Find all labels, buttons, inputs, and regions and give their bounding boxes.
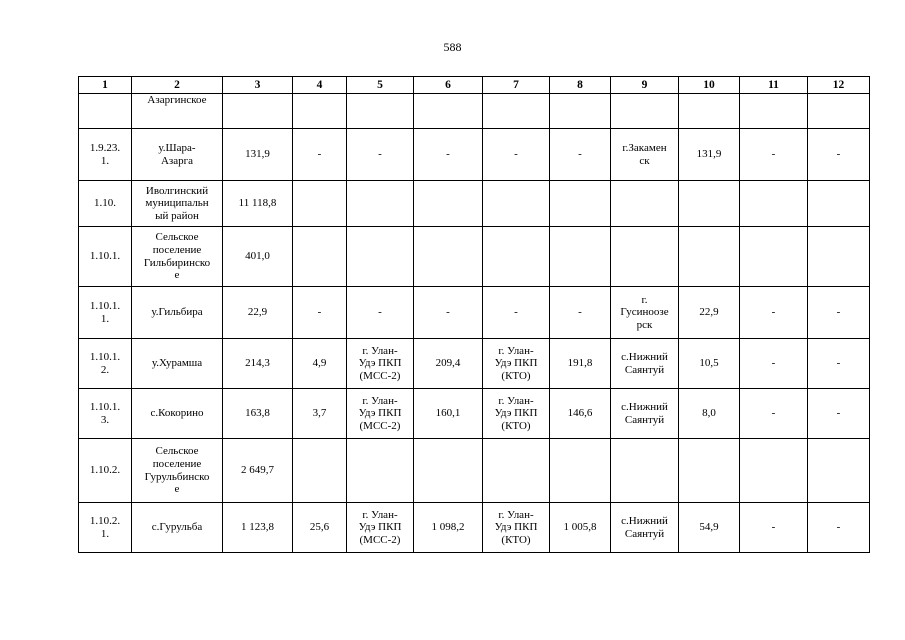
data-table xyxy=(78,76,870,553)
table-cell-col-12: - xyxy=(808,389,870,439)
table-cell-col-8: - xyxy=(550,129,611,181)
table-cell-col-5: - xyxy=(347,287,414,339)
table-cell-col-9 xyxy=(611,227,679,287)
table-cell-col-11: - xyxy=(740,339,808,389)
table-cell-col-11 xyxy=(740,227,808,287)
table-cell-col-12 xyxy=(808,439,870,503)
table-cell-col-4 xyxy=(293,227,347,287)
table-cell-col-6 xyxy=(414,181,483,227)
table-cell-col-1 xyxy=(79,94,132,129)
table-cell-col-2: Сельское поселение Гильбиринско е xyxy=(132,227,223,287)
table-cell-col-9: с.Нижний Саянтуй xyxy=(611,503,679,553)
table-cell-col-1: 1.10.1. xyxy=(79,227,132,287)
table-cell-col-1: 1.10.2. 1. xyxy=(79,503,132,553)
table-row xyxy=(79,389,870,439)
table-cell-col-8: 191,8 xyxy=(550,339,611,389)
table-cell-col-4 xyxy=(293,181,347,227)
col-header-8: 8 xyxy=(550,77,611,94)
table-cell-col-11: - xyxy=(740,389,808,439)
table-cell-col-8: 146,6 xyxy=(550,389,611,439)
table-row xyxy=(79,439,870,503)
table-cell-col-6: 1 098,2 xyxy=(414,503,483,553)
table-cell-col-12: - xyxy=(808,503,870,553)
table-row xyxy=(79,181,870,227)
table-cell-col-6: 209,4 xyxy=(414,339,483,389)
table-row xyxy=(79,287,870,339)
col-header-5: 5 xyxy=(347,77,414,94)
table-cell-col-2: у.Хурамша xyxy=(132,339,223,389)
table-cell-col-2: с.Кокорино xyxy=(132,389,223,439)
table-cell-col-8 xyxy=(550,227,611,287)
table-cell-col-4: - xyxy=(293,129,347,181)
table-row xyxy=(79,129,870,181)
table-cell-col-3: 1 123,8 xyxy=(223,503,293,553)
table-cell-col-12: - xyxy=(808,339,870,389)
table-cell-col-7: г. Улан- Удэ ПКП (КТО) xyxy=(483,339,550,389)
table-cell-col-5 xyxy=(347,94,414,129)
table-cell-col-7: - xyxy=(483,287,550,339)
table-cell-col-8: 1 005,8 xyxy=(550,503,611,553)
table-cell-col-6 xyxy=(414,227,483,287)
table-cell-col-3: 163,8 xyxy=(223,389,293,439)
table-cell-col-2: у.Шара- Азарга xyxy=(132,129,223,181)
table-cell-col-6 xyxy=(414,94,483,129)
table-cell-col-9: с.Нижний Саянтуй xyxy=(611,389,679,439)
table-cell-col-10 xyxy=(679,227,740,287)
table-cell-col-11: - xyxy=(740,129,808,181)
col-header-1: 1 xyxy=(79,77,132,94)
table-cell-col-7 xyxy=(483,439,550,503)
table-cell-col-2: с.Гурульба xyxy=(132,503,223,553)
table-cell-col-4 xyxy=(293,94,347,129)
table-cell-col-7: г. Улан- Удэ ПКП (КТО) xyxy=(483,503,550,553)
col-header-2: 2 xyxy=(132,77,223,94)
table-cell-col-5: г. Улан- Удэ ПКП (МСС-2) xyxy=(347,389,414,439)
table-cell-col-6: - xyxy=(414,287,483,339)
table-cell-col-10 xyxy=(679,439,740,503)
table-cell-col-4: 4,9 xyxy=(293,339,347,389)
table-cell-col-12: - xyxy=(808,287,870,339)
table-cell-col-7: - xyxy=(483,129,550,181)
table-cell-col-1: 1.10. xyxy=(79,181,132,227)
table-cell-col-5 xyxy=(347,227,414,287)
table-cell-col-2: Иволгинский муниципальн ый район xyxy=(132,181,223,227)
table-cell-col-9: г. Гусиноозе рск xyxy=(611,287,679,339)
table-cell-col-3: 11 118,8 xyxy=(223,181,293,227)
table-cell-col-2: у.Гильбира xyxy=(132,287,223,339)
table-cell-col-10: 8,0 xyxy=(679,389,740,439)
table-cell-col-7 xyxy=(483,94,550,129)
table-cell-col-9 xyxy=(611,94,679,129)
table-cell-col-7 xyxy=(483,227,550,287)
table-cell-col-8 xyxy=(550,181,611,227)
table-cell-col-4: - xyxy=(293,287,347,339)
table-cell-col-11: - xyxy=(740,503,808,553)
table-cell-col-2: Азаргинское xyxy=(132,94,223,129)
col-header-3: 3 xyxy=(223,77,293,94)
col-header-7: 7 xyxy=(483,77,550,94)
table-cell-col-6 xyxy=(414,439,483,503)
table-cell-col-10 xyxy=(679,181,740,227)
table-cell-col-4: 3,7 xyxy=(293,389,347,439)
table-cell-col-12 xyxy=(808,181,870,227)
table-cell-col-5: г. Улан- Удэ ПКП (МСС-2) xyxy=(347,503,414,553)
table-cell-col-3: 2 649,7 xyxy=(223,439,293,503)
table-cell-col-5 xyxy=(347,181,414,227)
table-cell-col-10: 22,9 xyxy=(679,287,740,339)
table-cell-col-8: - xyxy=(550,287,611,339)
table-cell-col-1: 1.10.2. xyxy=(79,439,132,503)
table-cell-col-1: 1.9.23. 1. xyxy=(79,129,132,181)
table-cell-col-5: г. Улан- Удэ ПКП (МСС-2) xyxy=(347,339,414,389)
table-cell-col-3: 131,9 xyxy=(223,129,293,181)
table-cell-col-9: с.Нижний Саянтуй xyxy=(611,339,679,389)
table-cell-col-3 xyxy=(223,94,293,129)
table-cell-col-11 xyxy=(740,94,808,129)
table-cell-col-5: - xyxy=(347,129,414,181)
table-cell-col-4: 25,6 xyxy=(293,503,347,553)
table-cell-col-8 xyxy=(550,439,611,503)
table-cell-col-4 xyxy=(293,439,347,503)
table-cell-col-3: 22,9 xyxy=(223,287,293,339)
table-cell-col-12: - xyxy=(808,129,870,181)
table-cell-col-11 xyxy=(740,439,808,503)
table-cell-col-8 xyxy=(550,94,611,129)
table-row xyxy=(79,339,870,389)
table-cell-col-1: 1.10.1. 3. xyxy=(79,389,132,439)
page-number: 588 xyxy=(443,40,462,54)
col-header-12: 12 xyxy=(808,77,870,94)
table-cell-col-6: - xyxy=(414,129,483,181)
table-body xyxy=(79,94,870,553)
col-header-10: 10 xyxy=(679,77,740,94)
table-cell-col-7: г. Улан- Удэ ПКП (КТО) xyxy=(483,389,550,439)
table-cell-col-2: Сельское поселение Гурульбинско е xyxy=(132,439,223,503)
table-cell-col-9 xyxy=(611,439,679,503)
table-cell-col-1: 1.10.1. 2. xyxy=(79,339,132,389)
table-cell-col-12 xyxy=(808,94,870,129)
table-cell-col-10: 131,9 xyxy=(679,129,740,181)
table-cell-col-1: 1.10.1. 1. xyxy=(79,287,132,339)
table-cell-col-10: 10,5 xyxy=(679,339,740,389)
table-cell-col-10 xyxy=(679,94,740,129)
table-cell-col-6: 160,1 xyxy=(414,389,483,439)
table-cell-col-9 xyxy=(611,181,679,227)
table-cell-col-3: 401,0 xyxy=(223,227,293,287)
col-header-11: 11 xyxy=(740,77,808,94)
table-row xyxy=(79,227,870,287)
table-cell-col-11: - xyxy=(740,287,808,339)
table-cell-col-11 xyxy=(740,181,808,227)
col-header-6: 6 xyxy=(414,77,483,94)
table-cell-col-5 xyxy=(347,439,414,503)
table-header-row xyxy=(79,77,870,94)
col-header-9: 9 xyxy=(611,77,679,94)
table-cell-col-7 xyxy=(483,181,550,227)
table-row xyxy=(79,94,870,129)
table-cell-col-9: г.Закамен ск xyxy=(611,129,679,181)
table-cell-col-3: 214,3 xyxy=(223,339,293,389)
table-row xyxy=(79,503,870,553)
table-cell-col-12 xyxy=(808,227,870,287)
col-header-4: 4 xyxy=(293,77,347,94)
table-cell-col-10: 54,9 xyxy=(679,503,740,553)
